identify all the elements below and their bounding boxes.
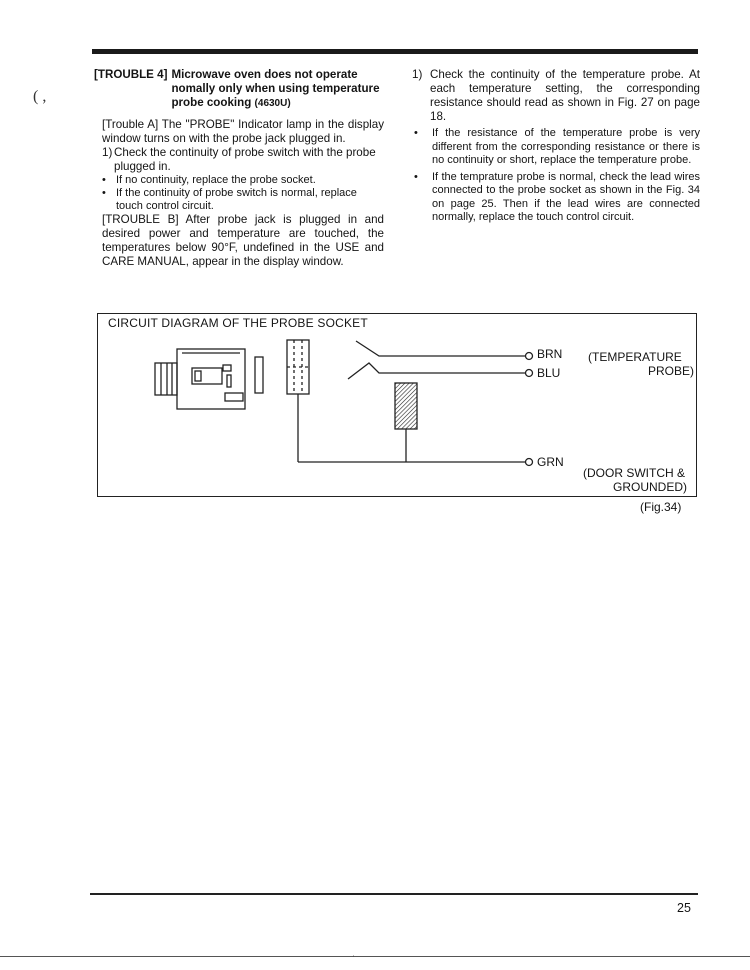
door-switch-label-line1: (DOOR SWITCH & [583, 466, 685, 480]
model-code: (4630U) [254, 98, 291, 109]
right-column [412, 68, 700, 228]
probe-switch-symbol [287, 340, 309, 462]
figure-title: CIRCUIT DIAGRAM OF THE PROBE SOCKET [108, 316, 368, 330]
scan-mark: ˌ [352, 947, 356, 958]
trouble-b-paragraph: [TROUBLE B] After probe jack is plugged in and desired power and temperature are touched, the temperatures below 90°F, undefined in the USE and CARE MANUAL, appear in the display window. [102, 213, 384, 268]
bullet-mark: • [102, 174, 106, 186]
right-bullet-2-text: If the temprature probe is normal, check the lead wires connected to the probe socket as shown in the Fig. 34 on page 25. Then if the lead wires are connected normally, replace the touch control circuit. [432, 170, 700, 223]
trouble-tag: [TROUBLE 4] [94, 68, 168, 81]
probe-socket-drawing [155, 349, 263, 409]
trouble-heading [94, 68, 384, 111]
door-switch-component [395, 383, 417, 462]
left-step-1-number: 1) [102, 146, 113, 159]
trouble-title-text: Microwave oven does not operate nomally only when using temperature probe cooking [171, 68, 380, 109]
left-step-1 [102, 146, 384, 174]
wire-label-grn: GRN [537, 455, 564, 469]
top-rule [92, 49, 698, 54]
trouble-title [171, 68, 384, 111]
right-bullet-1-text: If the resistance of the temperature probe is very different from the corresponding resistance or there is no continuity or short, replace the temperature probe. [432, 127, 700, 166]
temp-probe-label-line2: PROBE) [647, 364, 694, 378]
left-bullet-1-text: If no continuity, replace the probe socket. [116, 174, 316, 186]
ground-wire [298, 459, 533, 466]
bullet-mark: • [102, 187, 106, 199]
margin-mark: ( , [33, 88, 47, 105]
figure-caption: (Fig.34) [640, 500, 682, 514]
right-step-1-text: Check the continuity of the temperature probe. At each temperature setting, the corresponding resistance should read as shown in Fig. 27 on page 18. [430, 68, 700, 123]
right-bullet-1 [412, 127, 700, 168]
left-bullet-1 [102, 174, 384, 187]
left-bullet-2-text: If the continuity of probe switch is normal, replace touch control circuit. [116, 187, 357, 212]
door-switch-label-line2: GROUNDED) [613, 480, 687, 494]
right-step-1-number: 1) [412, 68, 423, 81]
trouble-a-paragraph: [Trouble A] The "PROBE" Indicator lamp in the display window turns on with the probe jack plugged in. [102, 118, 384, 145]
bullet-mark: • [414, 127, 418, 139]
left-column [94, 68, 384, 269]
left-bullet-2 [102, 187, 384, 213]
left-step-1-text: Check the continuity of probe switch with the probe plugged in. [114, 146, 376, 173]
wire-label-blu: BLU [537, 366, 561, 380]
right-bullet-2 [412, 171, 700, 225]
bullet-mark: • [414, 170, 418, 183]
bottom-rule [90, 893, 698, 895]
scan-edge-line [0, 956, 750, 957]
temp-probe-label-line1: (TEMPERATURE [588, 350, 682, 364]
probe-contacts [348, 341, 533, 379]
right-step-1 [412, 68, 700, 124]
page-number: 25 [677, 901, 691, 915]
wire-label-brn: BRN [537, 347, 563, 361]
